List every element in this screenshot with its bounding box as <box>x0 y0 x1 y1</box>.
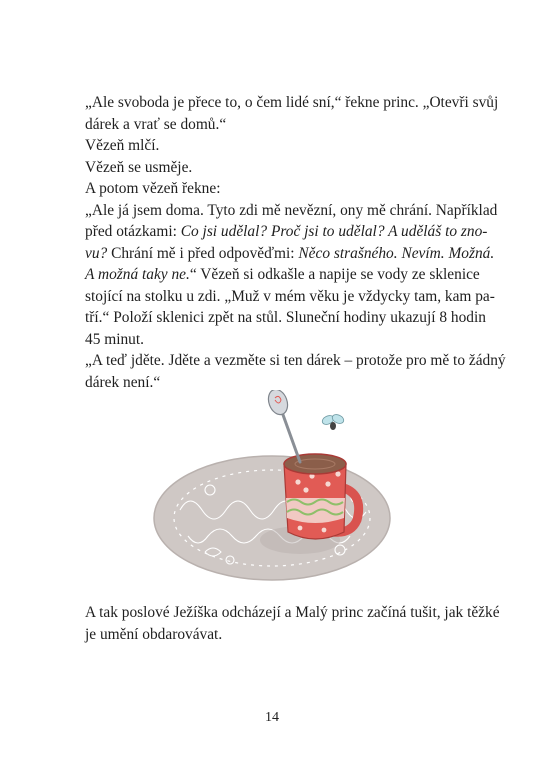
italic-run: A možná taky ne. <box>85 266 190 283</box>
fly <box>321 413 345 430</box>
text-line: Vězeň mlčí. <box>85 137 160 154</box>
text-line: 45 minut. <box>85 330 144 348</box>
text-line: je umění obdarovávat. <box>85 625 223 643</box>
text-line <box>85 221 488 243</box>
text-line: A potom vězeň řekne: <box>85 180 221 197</box>
text-line: „Ale svoboda je přece to, o čem lidé sní,“ řekne princ. „Otevři svůj <box>85 94 499 111</box>
mug-with-spoon-on-rug-illustration <box>150 390 400 590</box>
text-line: tří.“ Položí sklenici zpět na stůl. Sluneční hodiny ukazují 8 hodin <box>85 309 486 326</box>
text-line: dárek není.“ <box>85 373 161 391</box>
main-text <box>85 92 506 393</box>
text-line: „Ale já jsem doma. Tyto zdi mě nevězní, ony mě chrání. Například <box>85 201 498 219</box>
text-line <box>85 243 495 265</box>
mug-illustration-svg <box>150 390 400 590</box>
closing-text <box>85 602 500 645</box>
text-line: Vězeň se usměje. <box>85 158 193 176</box>
page-number: 14 <box>265 710 279 725</box>
italic-run: vu? <box>85 244 108 262</box>
italic-run: Co jsi udělal? Proč jsi to udělal? A uděláš to zno- <box>180 223 488 240</box>
text-line: A tak poslové Ježíška odcházejí a Malý princ začíná tušit, jak těžké <box>85 604 500 621</box>
spoon <box>265 390 300 462</box>
text-line: stojící na stolku u zdi. „Muž v mém věku je vždycky tam, kam pa- <box>85 287 495 305</box>
text-line <box>85 264 480 286</box>
text-run: Chrání mě i před odpověďmi: <box>107 244 299 262</box>
text-line: „A teď jděte. Jděte a vezměte si ten dárek – protože pro mě to žádný <box>85 352 506 369</box>
text-run: před otázkami: <box>85 223 181 240</box>
text-line: dárek a vrať se domů.“ <box>85 115 227 133</box>
italic-run: Něco strašného. Nevím. Možná. <box>298 244 495 262</box>
text-run: “ Vězeň si odkašle a napije se vody ze sklenice <box>189 266 480 283</box>
